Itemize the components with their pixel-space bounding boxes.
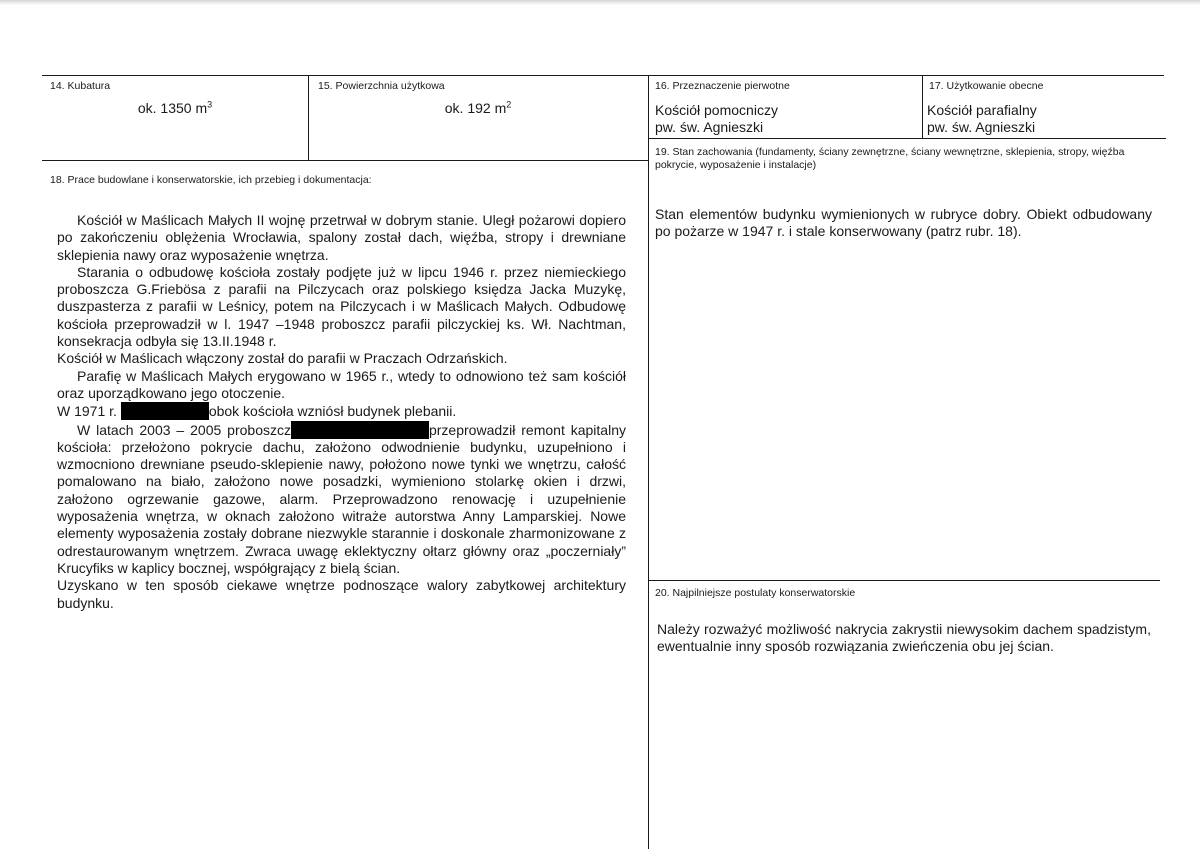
- postulaty-label: 20. Najpilniejsze postulaty konserwatorskie: [655, 587, 856, 599]
- stan-label: 19. Stan zachowania (fundamenty, ściany zewnętrzne, ściany wewnętrzne, sklepienia, stropy, więźba pokrycie, wyposażenie i instalacje): [655, 146, 1125, 171]
- prace-paragraph-3: Kościół w Maślicach włączony został do parafii w Praczach Odrzańskich.: [57, 350, 508, 367]
- prace-paragraph-6: [57, 421, 626, 578]
- main-column-divider: [648, 75, 649, 849]
- przeznaczenie-label: 16. Przeznaczenie pierwotne: [655, 80, 790, 92]
- powierzchnia-label: 15. Powierzchnia użytkowa: [318, 80, 445, 92]
- przeznaczenie-line-2: pw. św. Agnieszki: [655, 119, 764, 135]
- scan-top-edge: [0, 0, 1200, 5]
- divider-14-15: [308, 75, 309, 160]
- prace-p6-start: W latach 2003 – 2005 proboszcz: [77, 421, 291, 438]
- prace-p6-end: przeprowadził remont kapitalny kościoła: przełożono pokrycie dachu, założono odwodnienie budynku, uzupełniono i wzmocniono drewniane pseudo-sklepienie nawy, położono nowe tynki we wnętrzu, całość pomalowano na biało, założono nowe posadzki, wymieniono stolarkę okien i drzwi, założono ogrzewanie gazowe, alarm. Przeprowadzono renowację i uzupełnienie wyposażenia wnętrza, w oknach założono witraże autorstwa Anny Lamparskiej. Nowe elementy wyposażenia zostały dobrane niezwykle starannie i doskonale zharmonizowane z odrestaurowanym wnętrzem. Zwraca uwagę eklektyczny ołtarz główny oraz „poczerniały” Krucyfiks w kaplicy bocznej, współgrający z bielą ścian.: [57, 421, 626, 576]
- kubatura-value: ok. 1350 $m^3$: [137, 99, 213, 116]
- prace-paragraph-1: Kościół w Maślicach Małych II wojnę przetrwał w dobrym stanie. Uległ pożarowi dopiero po zakończeniu oblężenia Wrocławia, spalony został dach, więźba, stropy i drewniane sklepienia nawy oraz wyposażenie wnętrza.: [57, 212, 626, 263]
- przeznaczenie-value: [655, 102, 778, 136]
- uzytkowanie-line-2: pw. św. Agnieszki: [927, 119, 1036, 135]
- prace-p5-end: obok kościoła wzniósł budynek plebanii.: [208, 403, 457, 420]
- prace-p5-start: W 1971 r.: [57, 403, 117, 420]
- powierzchnia-value: ok. 192 $m^2$: [444, 99, 512, 116]
- redaction-bar: [291, 421, 429, 439]
- left-row-divider: [42, 160, 648, 161]
- prace-text: [57, 212, 626, 612]
- row-top-border: [42, 75, 1164, 76]
- uzytkowanie-line-1: Kościół parafialny: [927, 102, 1037, 118]
- prace-paragraph-4: Parafię w Maślicach Małych erygowano w 1965 r., wtedy to odnowiono też sam kościół oraz uporządkowano jego otoczenie.: [57, 367, 626, 401]
- divider-16-17: [922, 75, 923, 138]
- redaction-bar: [121, 402, 209, 420]
- prace-paragraph-7: Uzyskano w ten sposób ciekawe wnętrze podnoszące walory zabytkowej architektury budynku.: [57, 577, 626, 611]
- uzytkowanie-label: 17. Użytkowanie obecne: [929, 80, 1044, 92]
- prace-label: 18. Prace budowlane i konserwatorskie, ich przebieg i dokumentacja:: [50, 174, 372, 186]
- right-row-divider: [648, 138, 1166, 139]
- kubatura-label: 14. Kubatura: [50, 80, 111, 92]
- stan-text: Stan elementów budynku wymienionych w rubryce dobry. Obiekt odbudowany po pożarze w 1947 r. i stale konserwowany (patrz rubr. 18).: [655, 206, 1152, 240]
- prace-paragraph-5: [57, 402, 626, 420]
- postulaty-divider: [648, 580, 1160, 581]
- prace-paragraph-2: Starania o odbudowę kościoła zostały podjęte już w lipcu 1946 r. przez niemieckiego proboszcza G.Friebösa z parafii na Pilczycach oraz polskiego księdza Jacka Muzykę, duszpasterza z parafii w Leśnicy, potem na Pilczycach i w Maślicach Małych. Odbudowę kościoła przeprowadził w l. 1947 –1948 proboszcz parafii pilczyckiej ks. Wł. Nachtman, konsekracja odbyła się 13.II.1948 r.: [57, 263, 626, 350]
- uzytkowanie-value: [927, 102, 1037, 136]
- postulaty-text: Należy rozważyć możliwość nakrycia zakrystii niewysokim dachem spadzistym, ewentualnie inny sposób rozwiązania zwieńczenia obu jej ścian.: [657, 621, 1151, 655]
- przeznaczenie-line-1: Kościół pomocniczy: [655, 102, 778, 118]
